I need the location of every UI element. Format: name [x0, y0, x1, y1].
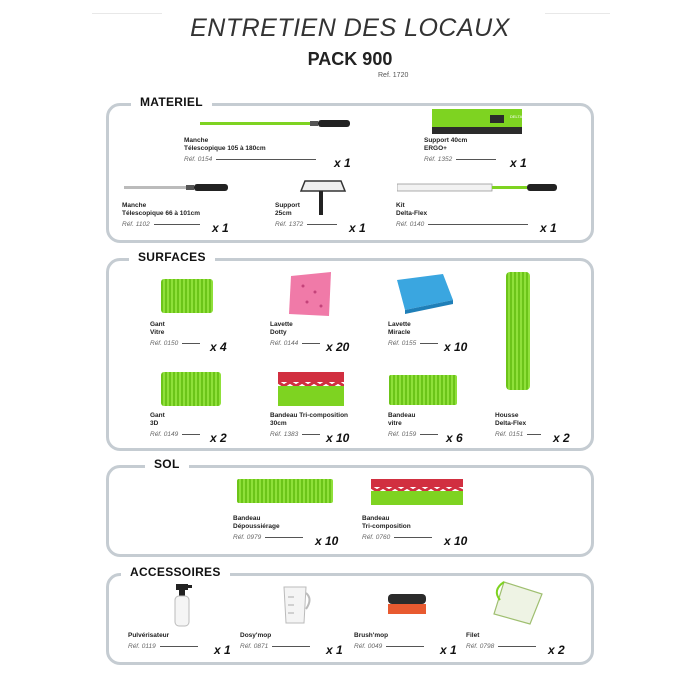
item-qty: x 1	[212, 221, 229, 235]
section-sol	[106, 457, 594, 557]
item-qty: x 1	[214, 643, 231, 657]
item-name: Bandeau vitre	[388, 412, 416, 427]
item-name: Bandeau Dépoussiérage	[233, 515, 280, 530]
qty-rule	[394, 537, 432, 538]
page-title: ENTRETIEN DES LOCAUX	[190, 14, 510, 42]
item-qty: x 1	[326, 643, 343, 657]
item-qty: x 1	[440, 643, 457, 657]
item-qty: x 1	[510, 156, 527, 170]
qty-rule	[420, 434, 438, 435]
item-ref: Réf. 0151	[495, 431, 524, 438]
item-ref: Réf. 1352	[424, 156, 453, 163]
item-name: Dosy'mop	[240, 632, 272, 639]
item-ref: Réf. 0150	[150, 340, 179, 347]
item-ref: Réf. 0871	[240, 643, 269, 650]
item-name: Manche Télescopique 105 à 180cm	[184, 137, 266, 152]
svg-text:DELTA: DELTA	[510, 114, 523, 119]
item-support-40	[424, 137, 534, 170]
pink-cloth-icon	[289, 272, 333, 318]
qty-rule	[182, 343, 200, 344]
item-name: Kit Delta-Flex	[396, 202, 428, 217]
item-manche-66	[122, 202, 234, 235]
item-ref: Réf. 1383	[270, 431, 299, 438]
window-pad-icon	[389, 375, 457, 405]
qty-rule	[182, 434, 200, 435]
qty-rule	[154, 224, 200, 225]
spray-bottle-icon	[172, 582, 194, 628]
qty-rule	[386, 646, 424, 647]
telescopic-handle-icon	[200, 118, 352, 130]
sleeve-icon	[506, 272, 530, 390]
qty-rule	[272, 646, 310, 647]
item-name: Pulvérisateur	[128, 632, 170, 639]
item-name: Bandeau Tri-composition	[362, 515, 411, 530]
item-qty: x 10	[315, 534, 339, 548]
item-qty: x 2	[553, 431, 570, 445]
item-name: Bandeau Tri-composition 30cm	[270, 412, 349, 427]
item-manche-105	[184, 137, 354, 170]
item-qty: x 1	[540, 221, 557, 235]
net-bag-icon	[490, 578, 546, 626]
item-name: Lavette Miracle	[388, 321, 411, 336]
item-name: Filet	[466, 632, 480, 639]
item-dosymop	[240, 632, 350, 657]
item-qty: x 2	[548, 643, 565, 657]
item-name: Support 25cm	[275, 202, 300, 217]
qty-rule	[302, 434, 320, 435]
item-name: Manche Télescopique 66 à 101cm	[122, 202, 201, 217]
item-ref: Réf. 0119	[128, 643, 156, 650]
item-bandeau-tri-30	[270, 412, 360, 445]
mop-support-icon	[430, 109, 525, 137]
item-qty: x 10	[444, 340, 468, 354]
item-name: Lavette Dotty	[270, 321, 293, 336]
item-delta-flex-kit	[396, 202, 560, 235]
qty-rule	[160, 646, 198, 647]
qty-rule	[265, 537, 303, 538]
item-name: Gant 3D	[150, 412, 165, 427]
item-name: Support 40cm ERGO+	[424, 137, 468, 152]
glove-icon	[161, 279, 213, 313]
section-heading: SURFACES	[129, 250, 215, 264]
item-qty: x 10	[444, 534, 468, 548]
qty-rule	[428, 224, 528, 225]
item-ref: Réf. 1372	[275, 221, 304, 228]
item-bandeau-vitre	[388, 412, 478, 445]
item-lavette-dotty	[270, 321, 360, 354]
item-qty: x 2	[210, 431, 227, 445]
item-qty: x 1	[349, 221, 366, 235]
item-bandeau-tri-composition	[362, 515, 472, 548]
item-ref: Réf. 0979	[233, 534, 262, 541]
item-qty: x 20	[326, 340, 350, 354]
qty-rule	[307, 224, 337, 225]
item-name: Housse Delta-Flex	[495, 412, 527, 427]
item-ref: Réf. 0149	[150, 431, 179, 438]
item-housse-delta-flex	[495, 412, 575, 445]
item-ref: Réf. 0760	[362, 534, 391, 541]
item-pulverisateur	[128, 632, 238, 657]
item-ref: Réf. 0154	[184, 156, 213, 163]
pack-ref: Ref. 1720	[378, 72, 409, 79]
qty-rule	[456, 159, 496, 160]
item-qty: x 6	[446, 431, 463, 445]
dust-pad-icon	[237, 479, 333, 503]
pack-title: PACK 900	[307, 49, 393, 69]
item-name: Gant Vitre	[150, 321, 165, 336]
qty-rule	[527, 434, 541, 435]
item-lavette-miracle	[388, 321, 478, 354]
glove-3d-icon	[161, 372, 221, 406]
measuring-jug-icon	[280, 585, 314, 625]
item-ref: Réf. 0140	[396, 221, 425, 228]
item-ref: Réf. 0155	[388, 340, 417, 347]
delta-flex-icon	[397, 182, 559, 194]
short-handle-icon	[124, 182, 230, 194]
item-brushmop	[354, 632, 464, 657]
section-heading: SOL	[145, 457, 189, 471]
item-ref: Réf. 0159	[388, 431, 417, 438]
blue-cloth-icon	[393, 274, 455, 314]
item-name: Brush'mop	[354, 632, 389, 639]
item-ref: Réf. 0144	[270, 340, 299, 347]
tri-floor-pad-icon	[371, 479, 463, 505]
item-ref: Réf. 0798	[466, 643, 495, 650]
item-ref: Réf. 1102	[122, 221, 150, 228]
section-heading: MATERIEL	[131, 95, 212, 109]
item-filet	[466, 632, 576, 657]
brush-icon	[386, 594, 428, 616]
item-support-25	[275, 202, 371, 235]
qty-rule	[498, 646, 536, 647]
item-ref: Réf. 0049	[354, 643, 383, 650]
item-bandeau-depoussierage	[233, 515, 341, 548]
item-gant-vitre	[150, 321, 236, 354]
tri-pad-icon	[278, 372, 344, 406]
item-gant-3d	[150, 412, 236, 445]
item-qty: x 10	[326, 431, 350, 445]
qty-rule	[302, 343, 320, 344]
section-heading: ACCESSOIRES	[121, 565, 230, 579]
qty-rule	[216, 159, 316, 160]
item-qty: x 4	[210, 340, 227, 354]
item-qty: x 1	[334, 156, 351, 170]
qty-rule	[420, 343, 438, 344]
